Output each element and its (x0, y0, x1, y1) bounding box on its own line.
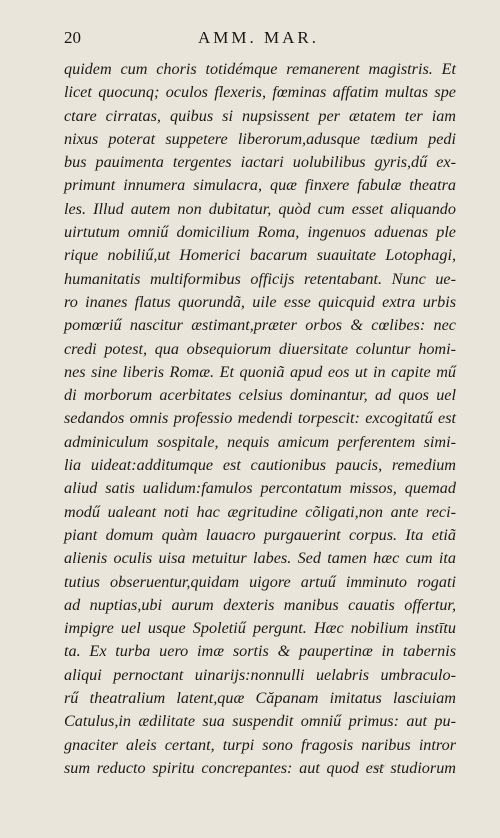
text-line: credi potest, qua obsequiorum diuersitate coluntur homi- (64, 339, 456, 358)
text-line: les. Illud autem non dubitatur, quòd cum esset aliquando (64, 199, 456, 218)
text-line: ctare cirratas, quibus si nupsissent per ætatem ter iam (64, 106, 456, 125)
text-line: piant domum quàm lauacro purgauerint corpus. Ita etiã (64, 525, 456, 544)
text-line: di morborum acerbitates celsius dominantur, ad quos uel (64, 386, 456, 405)
text-line: uirtutum omniű domicilium Roma, ingenuos aduenas ple (64, 223, 456, 242)
text-line: adminiculum sospitale, nequis amicum perferentem simi- (64, 432, 456, 451)
page-header (0, 28, 500, 52)
text-line: quidem cum choris totidémque remanerent magistris. Et (64, 60, 456, 78)
text-line: rique nobiliű,ut Homerici bacarum suauitate Lotophagi, (64, 246, 456, 265)
text-line: Catulus,in ædilitate sua suspendit omniű primus: aut pu- (64, 712, 456, 731)
text-line: sedandos omnis professio medendi torpescit: excogitatű est (64, 409, 456, 428)
text-line: alienis oculis uisa metuitur labes. Sed tamen hæc cum ita (64, 549, 456, 568)
text-line: tutius obseruentur,quidam uigore artuű imminuto rogati (64, 572, 456, 591)
text-line: ad nuptias,ubi aurum dexteris manibus cauatis offertur, (64, 595, 456, 614)
text-line: primunt innumera simulacra, quæ finxere fabulæ theatra (64, 176, 456, 195)
text-line: modű ualeant noti hac ægritudine cõligati,non ante reci- (64, 502, 456, 521)
text-line: bus pauimenta tergentes iactari uolubilibus gyris,dű ex- (64, 153, 456, 172)
body-text (64, 58, 456, 780)
text-line: pomœriű nascitur æstimant,præter orbos & cœlibes: nec (64, 316, 456, 335)
text-line: rű theatralium latent,quæ Căpanam imitatus lasciuiam (64, 689, 456, 708)
text-line: lia uideat:additumque est cautionibus paucis, remedium (64, 456, 456, 475)
text-line: gnaciter aleis certant, turpi sono fragosis naribus intror (64, 735, 456, 754)
text-line: aliqui pernoctant uinarijs:nonnulli uelabris umbraculo- (64, 665, 456, 684)
text-line: ro inanes flatus quorundã, uile esse quicquid extra urbis (64, 292, 456, 311)
text-line: nixus poterat suppetere liberorum,adusque tædium pedi (64, 129, 456, 148)
page-number: 20 (64, 28, 81, 47)
text-line: aliud satis ualidum:famulos percontatum missos, quemad (64, 479, 456, 498)
text-line: sum reducto spiritu concrepantes: aut quod est studiorum (64, 758, 456, 777)
text-line: licet quocunq; oculos flexeris, fœminas affatim multas spe (64, 83, 456, 102)
text-line: humanitatis multiformibus officijs retentabant. Nunc ue- (64, 269, 456, 288)
text-line: nes sine liberis Romæ. Et quoniã apud eos ut in capite mű (64, 362, 456, 381)
running-head: AMM. MAR. (198, 28, 319, 47)
text-line: impigre uel usque Spoletiű pergunt. Hæc nobilium instītu (64, 619, 456, 638)
text-line: ta. Ex turba uero imæ sortis & paupertinæ in tabernis (64, 642, 456, 661)
